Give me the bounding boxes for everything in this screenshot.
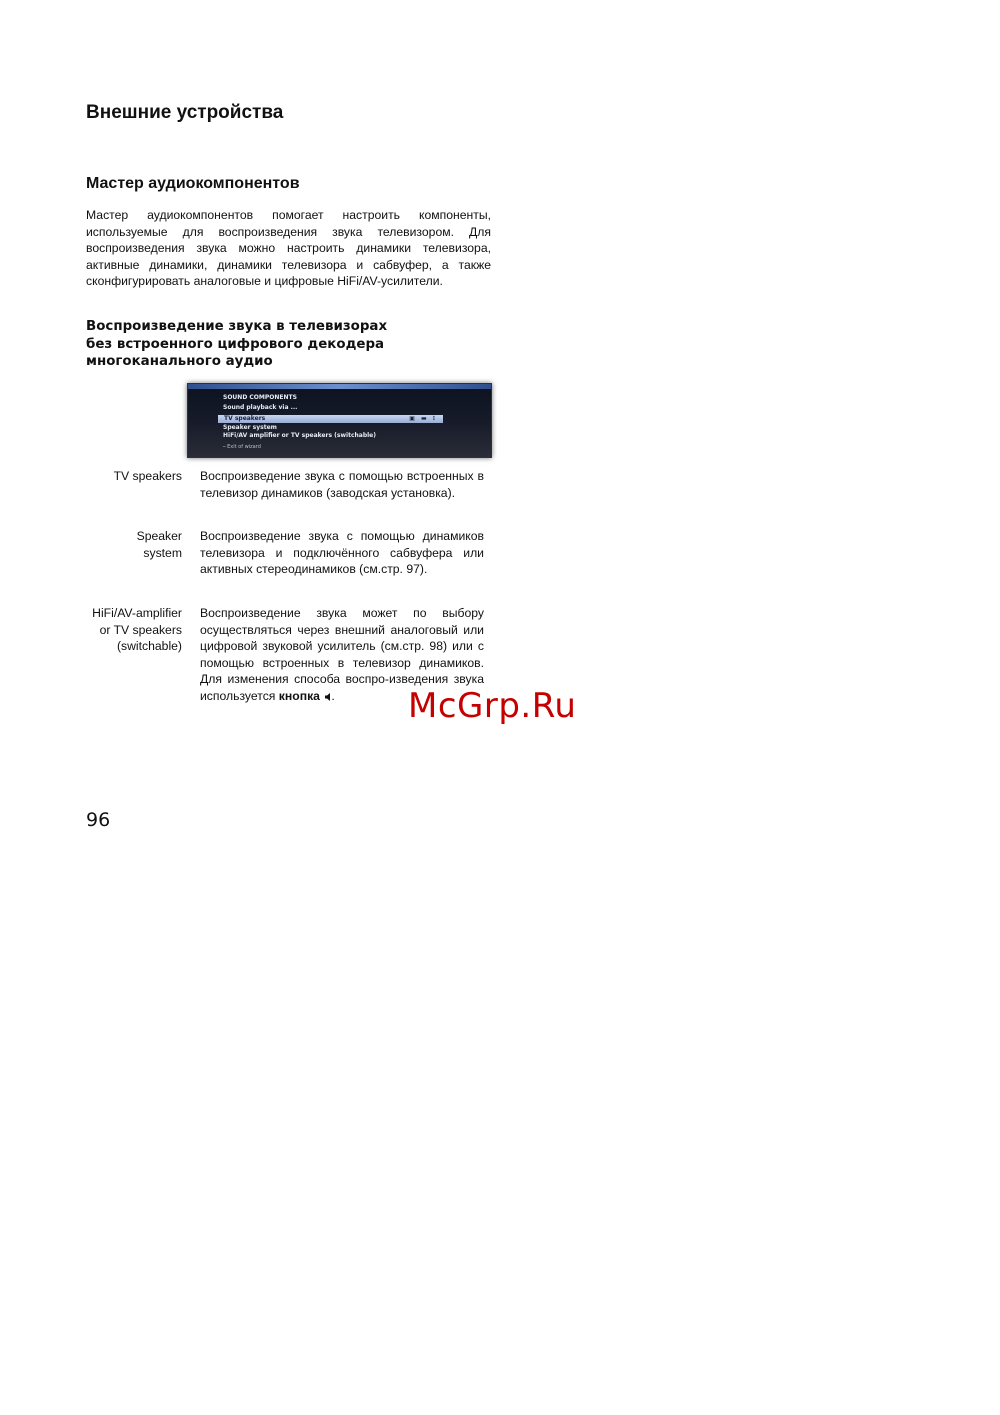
tv-menu-title: SOUND COMPONENTS — [223, 394, 297, 401]
watermark: McGrp.Ru — [408, 686, 577, 726]
definition-body: Воспроизведение звука может по выбору осуществляться через внешний аналоговый или цифровой звуковой усилитель (см.стр. 98) или с помощью встроенных в телевизор динамиков. Для изменения способа воспро-изведения звука используется кнопка . — [200, 606, 484, 703]
definition-text: Воспроизведение звука может по выбору осуществляться через внешний аналоговый или цифровой звуковой усилитель (см.стр. 98) или с помощью встроенных в телевизор динамиков. Для изменения способа воспро-изведения звука используется — [200, 606, 484, 703]
subsection-title: Мастер аудиокомпонентов — [86, 175, 300, 192]
definition-term: Speaker system — [136, 529, 182, 560]
definition-text: Воспроизведение звука с помощью динамиков телевизора и подключённого сабвуфера или активных стереодинамиков (см.стр. 97). — [200, 529, 484, 577]
subheading — [86, 318, 506, 371]
tv-menu-exit — [223, 444, 261, 450]
tv-menu-selected-item — [218, 415, 443, 423]
section-title: Внешние устройства — [86, 102, 284, 123]
tv-menu-item: HiFi/AV amplifier or TV speakers (switchable) — [223, 432, 376, 439]
intro-paragraph: Мастер аудиокомпонентов помогает настроить компоненты, используемые для воспроизведения звука телевизором. Для воспроизведения звука можно настроить динамики телевизора, активные динамики, динамики телевизора и сабвуфер, а также сконфигурировать аналоговые и цифровые HiFi/AV-усилители. — [86, 208, 491, 289]
exit-icon: ⎯ — [223, 444, 226, 450]
page-number: 96 — [86, 809, 111, 831]
tv-menu-prompt: Sound playback via ... — [223, 404, 298, 411]
subheading-line: многоканального аудио — [86, 354, 273, 369]
definition-term: HiFi/AV-amplifier or TV speakers (switchable) — [92, 606, 182, 654]
definition-text: Воспроизведение звука с помощью встроенных в телевизор динамиков (заводская установка). — [200, 469, 484, 500]
tv-menu-screenshot — [187, 383, 492, 458]
tv-menu-selected-label: TV speakers — [224, 415, 266, 422]
subheading-line: Воспроизведение звука в телевизорах — [86, 319, 388, 334]
button-word: кнопка — [278, 688, 320, 703]
tv-menu-exit-label: Exit of wizard — [227, 444, 261, 450]
subheading-line: без встроенного цифрового декодера — [86, 336, 385, 352]
tv-menu-item: Speaker system — [223, 424, 277, 431]
tv-menu-selected-controls: ▣ ▬ ⁝ — [409, 415, 437, 422]
tv-menu-title-bar — [188, 384, 491, 389]
definition-term: TV speakers — [113, 469, 182, 483]
